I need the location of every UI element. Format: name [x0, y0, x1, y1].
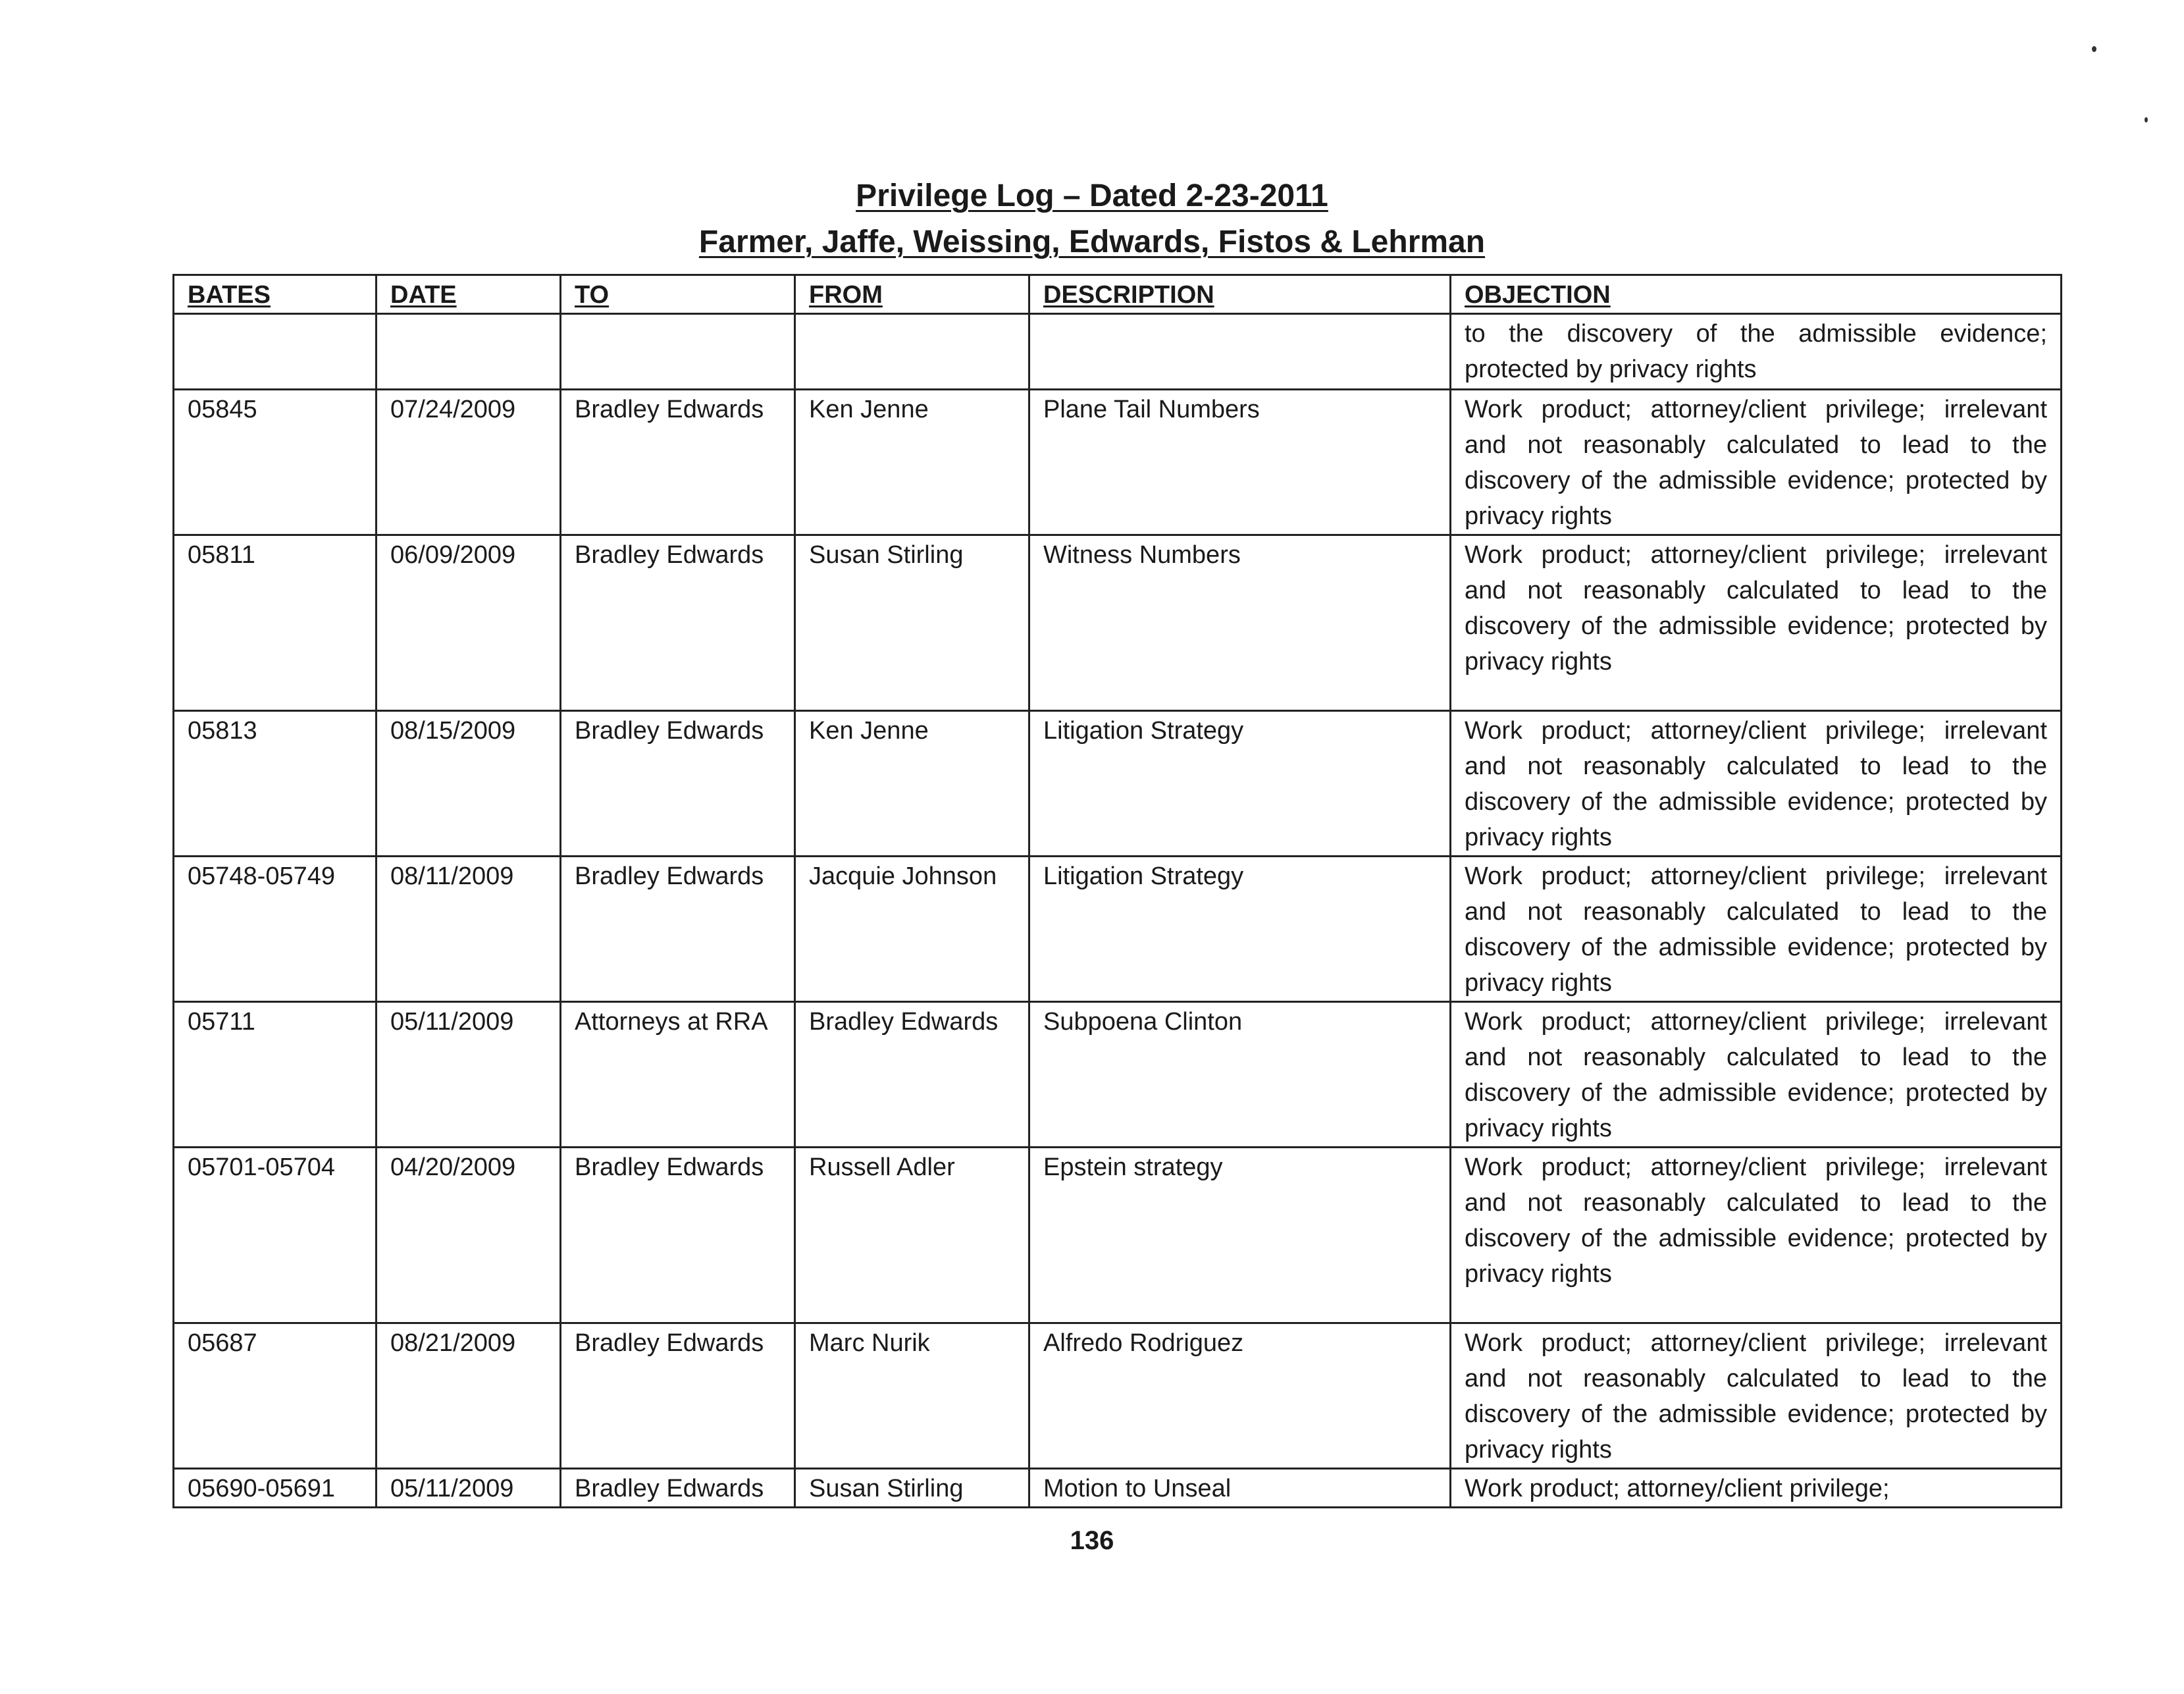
to-cell: [561, 314, 795, 390]
table-row: [174, 1148, 2062, 1323]
column-header-to: TO: [561, 275, 795, 314]
date-cell: 06/09/2009: [377, 535, 561, 711]
continuation-row: [174, 314, 2062, 390]
table-row: [174, 1469, 2062, 1508]
to-cell: Bradley Edwards: [561, 1323, 795, 1469]
bates-cell: 05690-05691: [174, 1469, 377, 1508]
from-cell: Bradley Edwards: [795, 1002, 1029, 1148]
description-cell: Litigation Strategy: [1029, 711, 1451, 857]
date-cell: 08/15/2009: [377, 711, 561, 857]
date-cell: [377, 314, 561, 390]
description-cell: Epstein strategy: [1029, 1148, 1451, 1323]
objection-cell: Work product; attorney/client privilege; irrelevant and not reasonably calculated to lead to the discovery of the admissible evidence; protected by privacy rights: [1451, 390, 2062, 535]
table-header-row: [174, 275, 2062, 314]
date-cell: 08/11/2009: [377, 857, 561, 1002]
table-row: [174, 711, 2062, 857]
to-cell: Attorneys at RRA: [561, 1002, 795, 1148]
date-cell: 05/11/2009: [377, 1002, 561, 1148]
page-number: 136: [1070, 1526, 1114, 1555]
from-cell: Ken Jenne: [795, 711, 1029, 857]
document-subtitle: Farmer, Jaffe, Weissing, Edwards, Fistos & Lehrman: [698, 225, 1486, 259]
bates-cell: 05701-05704: [174, 1148, 377, 1323]
table-row: [174, 1323, 2062, 1469]
bates-cell: 05711: [174, 1002, 377, 1148]
description-cell: Plane Tail Numbers: [1029, 390, 1451, 535]
bates-cell: 05811: [174, 535, 377, 711]
document-title: Privilege Log – Dated 2-23-2011: [856, 178, 1328, 213]
column-header-bates: BATES: [174, 275, 377, 314]
from-cell: Susan Stirling: [795, 535, 1029, 711]
objection-cell: Work product; attorney/client privilege;: [1451, 1469, 2062, 1508]
to-cell: Bradley Edwards: [561, 857, 795, 1002]
to-cell: Bradley Edwards: [561, 390, 795, 535]
description-cell: Motion to Unseal: [1029, 1469, 1451, 1508]
scan-speck: [2145, 117, 2148, 122]
table-row: [174, 1002, 2062, 1148]
bates-cell: 05748-05749: [174, 857, 377, 1002]
date-cell: 05/11/2009: [377, 1469, 561, 1508]
objection-cell: Work product; attorney/client privilege; irrelevant and not reasonably calculated to lead to the discovery of the admissible evidence; protected by privacy rights: [1451, 535, 2062, 711]
description-cell: Alfredo Rodriguez: [1029, 1323, 1451, 1469]
date-cell: 04/20/2009: [377, 1148, 561, 1323]
to-cell: Bradley Edwards: [561, 711, 795, 857]
to-cell: Bradley Edwards: [561, 1469, 795, 1508]
column-header-date: DATE: [377, 275, 561, 314]
objection-cell: Work product; attorney/client privilege; irrelevant and not reasonably calculated to lead to the discovery of the admissible evidence; protected by privacy rights: [1451, 1323, 2062, 1469]
privilege-log-table: [172, 274, 2062, 1508]
to-cell: Bradley Edwards: [561, 535, 795, 711]
from-cell: Susan Stirling: [795, 1469, 1029, 1508]
from-cell: Ken Jenne: [795, 390, 1029, 535]
bates-cell: 05845: [174, 390, 377, 535]
table-row: [174, 390, 2062, 535]
bates-cell: 05687: [174, 1323, 377, 1469]
description-cell: Litigation Strategy: [1029, 857, 1451, 1002]
objection-cell: Work product; attorney/client privilege; irrelevant and not reasonably calculated to lead to the discovery of the admissible evidence; protected by privacy rights: [1451, 711, 2062, 857]
table-row: [174, 535, 2062, 711]
from-cell: Marc Nurik: [795, 1323, 1029, 1469]
from-cell: [795, 314, 1029, 390]
objection-cell: Work product; attorney/client privilege; irrelevant and not reasonably calculated to lead to the discovery of the admissible evidence; protected by privacy rights: [1451, 857, 2062, 1002]
column-header-objection: OBJECTION: [1451, 275, 2062, 314]
objection-cell: Work product; attorney/client privilege; irrelevant and not reasonably calculated to lead to the discovery of the admissible evidence; protected by privacy rights: [1451, 1002, 2062, 1148]
description-cell: Subpoena Clinton: [1029, 1002, 1451, 1148]
description-cell: [1029, 314, 1451, 390]
table-row: [174, 857, 2062, 1002]
column-header-from: FROM: [795, 275, 1029, 314]
bates-cell: [174, 314, 377, 390]
from-cell: Russell Adler: [795, 1148, 1029, 1323]
bates-cell: 05813: [174, 711, 377, 857]
date-cell: 08/21/2009: [377, 1323, 561, 1469]
to-cell: Bradley Edwards: [561, 1148, 795, 1323]
date-cell: 07/24/2009: [377, 390, 561, 535]
objection-cell: to the discovery of the admissible evidence; protected by privacy rights: [1451, 314, 2062, 390]
from-cell: Jacquie Johnson: [795, 857, 1029, 1002]
description-cell: Witness Numbers: [1029, 535, 1451, 711]
objection-cell: Work product; attorney/client privilege; irrelevant and not reasonably calculated to lead to the discovery of the admissible evidence; protected by privacy rights: [1451, 1148, 2062, 1323]
scan-speck: [2092, 46, 2096, 52]
column-header-description: DESCRIPTION: [1029, 275, 1451, 314]
